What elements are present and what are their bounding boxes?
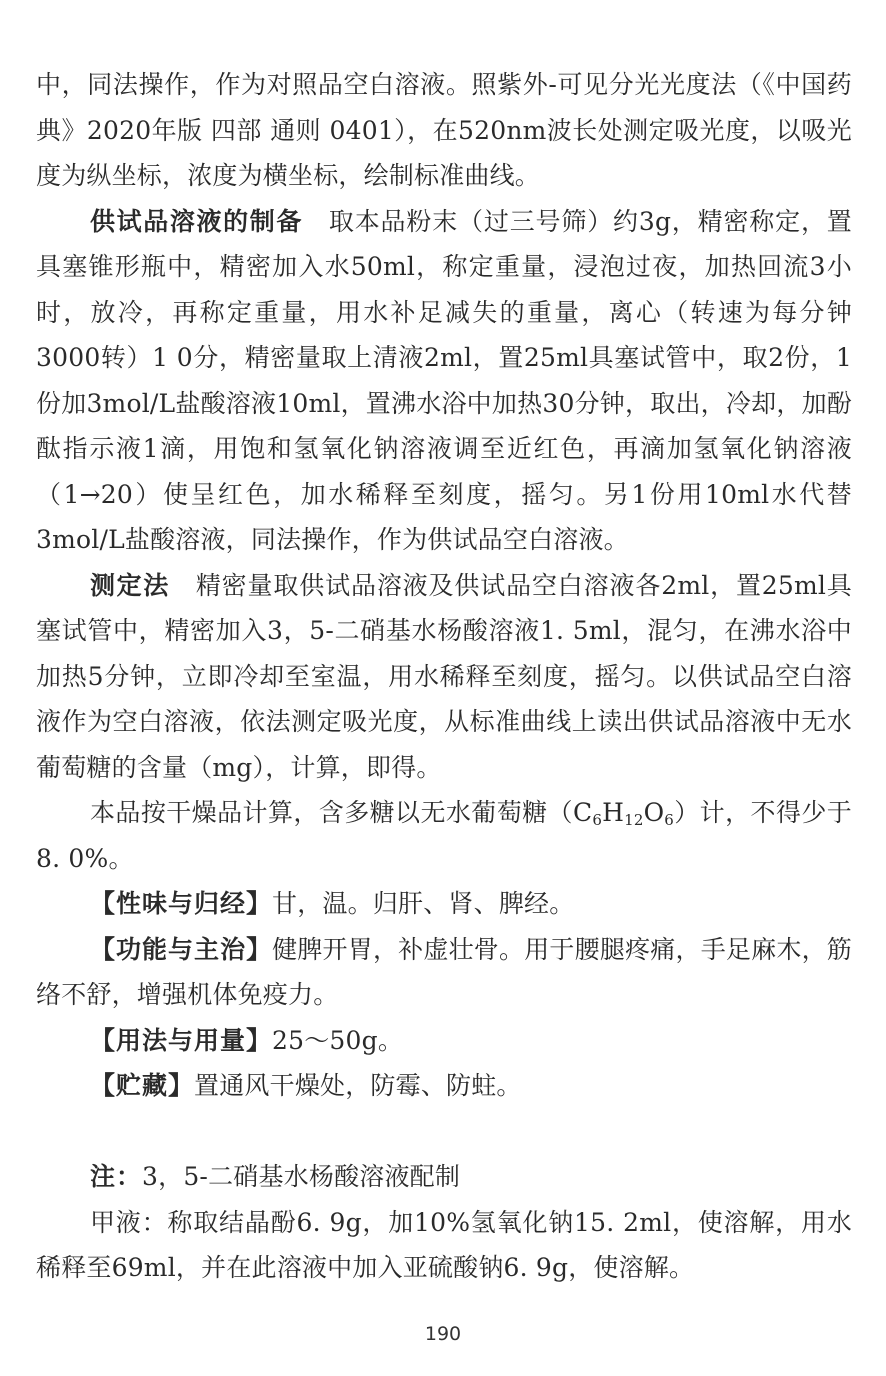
assay-method-heading: 测定法 (90, 570, 170, 600)
solution-a-text: 甲液：称取结晶酚6. 9g，加10%氢氧化钠15. 2ml，使溶解，用水稀释至69ml，并在此溶液中加入亚硫酸钠6. 9g，使溶解。 (36, 1207, 852, 1282)
storage-text: 置通风干燥处，防霉、防蛀。 (194, 1071, 522, 1100)
standard-curve-paragraph (36, 62, 852, 199)
note-paragraph (36, 1154, 852, 1200)
sample-preparation-heading: 供试品溶液的制备 (90, 206, 304, 236)
content-limit-text-after: ）计，不得少于8. 0%。 (36, 798, 852, 873)
dosage-paragraph (36, 1018, 852, 1064)
storage-paragraph (36, 1063, 852, 1109)
standard-curve-text: 中，同法操作，作为对照品空白溶液。照紫外-可见分光光度法（《中国药典》2020年版 四部 通则 0401），在520nm波长处测定吸光度，以吸光度为纵坐标，浓度为横坐标，绘制标准曲线。 (36, 70, 852, 190)
glucose-formula: $C_6H_{12}O_6$ (572, 798, 675, 829)
document-body (36, 62, 852, 1291)
sample-preparation-text: 取本品粉末（过三号筛）约3g，精密称定，置具塞锥形瓶中，精密加入水50ml，称定重量，浸泡过夜，加热回流3小时，放冷，再称定重量，用水补足减失的重量，离心（转速为每分钟3000转）1 0分，精密量取上清液2ml，置25ml具塞试管中，取2份，1份加3mol/L盐酸溶液10ml，置沸水浴中加热30分钟，取出，冷却，加酚酞指示液1滴，用饱和氢氧化钠溶液调至近红色，再滴加氢氧化钠溶液（1→20）使呈红色，加水稀释至刻度，摇匀。另1份用10ml水代替3mol/L盐酸溶液，同法操作，作为供试品空白溶液。 (36, 206, 852, 554)
section-gap (36, 1109, 852, 1155)
assay-method-text: 精密量取供试品溶液及供试品空白溶液各2ml，置25ml具塞试管中，精密加入3，5-二硝基水杨酸溶液1. 5ml，混匀，在沸水浴中加热5分钟，立即冷却至室温，用水稀释至刻度，摇匀。以供试品空白溶液作为空白溶液，依法测定吸光度，从标准曲线上读出供试品溶液中无水葡萄糖的含量（mg），计算，即得。 (36, 570, 852, 782)
page-number: 190 (424, 1323, 462, 1345)
note-heading: 注： (90, 1162, 143, 1191)
function-indication-heading: 【功能与主治】 (90, 934, 273, 964)
nature-meridian-paragraph (36, 881, 852, 927)
dosage-text: 25～50g。 (272, 1025, 404, 1055)
storage-heading: 【贮藏】 (90, 1071, 195, 1100)
dosage-heading: 【用法与用量】 (90, 1025, 273, 1055)
solution-a-paragraph (36, 1200, 852, 1291)
sample-preparation-paragraph (36, 199, 852, 563)
nature-meridian-text: 甘，温。归肝、肾、脾经。 (272, 889, 575, 918)
content-limit-paragraph (36, 790, 852, 881)
function-indication-text: 健脾开胃，补虚壮骨。用于腰腿疼痛，手足麻木，筋络不舒，增强机体免疫力。 (36, 934, 852, 1009)
nature-meridian-heading: 【性味与归经】 (90, 889, 273, 918)
function-indication-paragraph (36, 927, 852, 1018)
content-limit-text-before: 本品按干燥品计算，含多糖以无水葡萄糖（ (90, 798, 573, 827)
assay-method-paragraph (36, 563, 852, 791)
note-text: 3，5-二硝基水杨酸溶液配制 (142, 1162, 461, 1191)
